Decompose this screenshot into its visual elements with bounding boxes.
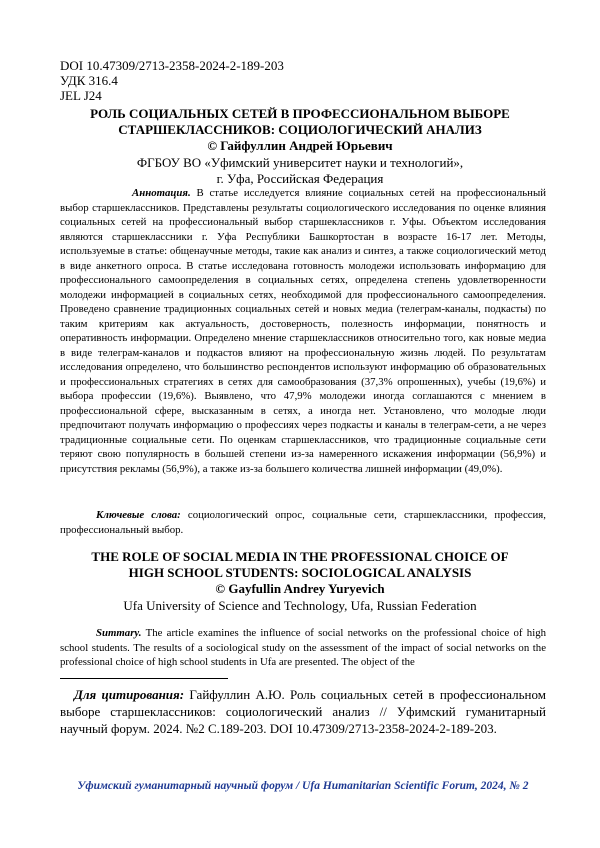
ru-title-line2: СТАРШЕКЛАССНИКОВ: СОЦИОЛОГИЧЕСКИЙ АНАЛИЗ bbox=[118, 122, 482, 137]
doi-line: DOI 10.47309/2713-2358-2024-2-189-203 bbox=[60, 58, 284, 73]
en-title-line2: HIGH SCHOOL STUDENTS: SOCIOLOGICAL ANALYSIS bbox=[128, 565, 472, 580]
en-affiliation: Ufa University of Science and Technology, Ufa, Russian Federation bbox=[123, 598, 477, 613]
ru-affiliation-line2: г. Уфа, Российская Федерация bbox=[216, 171, 384, 186]
ru-abstract bbox=[60, 186, 546, 476]
udk-line: УДК 316.4 bbox=[60, 73, 118, 88]
jel-line: JEL J24 bbox=[60, 88, 102, 103]
citation-label: Для цитирования: bbox=[74, 687, 185, 702]
journal-footer: Уфимский гуманитарный научный форум / Ufa Humanitarian Scientific Forum, 2024, № 2 bbox=[77, 780, 529, 792]
abstract-label: Аннотация. bbox=[132, 187, 191, 199]
keywords-text: социологический опрос, социальные сети, старшеклассники, профессия, профессиональный выбор. bbox=[60, 509, 546, 536]
ru-title-line1: РОЛЬ СОЦИАЛЬНЫХ СЕТЕЙ В ПРОФЕССИОНАЛЬНОМ ВЫБОРЕ bbox=[90, 106, 510, 121]
abstract-text: В статье исследуется влияние социальных сетей на профессиональный выбор старшеклассников. Представлены результаты социологического исследования по оценке влияния социальных сетей на профессиональный выбор старшеклассников г. Уфы. Объектом исследования являются старшеклассники г. Уфа Республики Башкортостан в возрасте 16-17 лет. Методы, используемые в статье: общенаучные методы, такие как анализ и синтез, а также социологический метод в виде анкетного опроса. В статье исследована готовность молодежи использовать информацию для профессионального самоопределения в социальных сетях, определена степень удовлетворенности молодежи информацией в социальных сетях, необходимой для профессионального самоопределения. Проведено сравнение традиционных социальных сетей и новых медиа (телеграм-каналы, подкасты) по таким критериям как актуальность, достоверность, полезность информации, понятность и оперативность информации. Определено мнение старшеклассников относительно того, как новые медиа в виде телеграм-каналов и подкастов влияют на профессиональную жизнь людей. По результатам исследования определено, что большинство респондентов используют информацию об образовательных и профессиональных стратегиях в сетях для самообразования (37,3% опрошенных), учебы (19,6%) и выбора профессии (19,6%). Выявлено, что 47,9% молодежи иногда соглашаются с мнением в профессиональной сфере, высказанным в сетях, а иногда нет. Установлено, что молодые люди предпочитают получать информацию о профессиях через подкасты и каналы в телеграм-сети, а не через традиционные социальные сети. По оценкам старшеклассников, что традиционные социальные сети теряют свою популярность в большей степени из-за намеренного искажения информации (56,9%) и присутствия рекламы (56,9%), а также из-за большего количества лишней информации (49,0%). bbox=[60, 187, 546, 475]
keywords-label: Ключевые слова: bbox=[96, 509, 181, 521]
en-author: © Gayfullin Andrey Yuryevich bbox=[215, 581, 385, 596]
citation-footnote bbox=[60, 686, 546, 737]
en-title-line1: THE ROLE OF SOCIAL MEDIA IN THE PROFESSIONAL CHOICE OF bbox=[91, 549, 509, 564]
citation-text: Гайфуллин А.Ю. Роль социальных сетей в профессиональном выборе старшеклассников: социологический анализ // Уфимский гуманитарный научный форум. 2024. №2 С.189-203. DOI 10.47309/2713-2358-2024-2-189-203. bbox=[60, 687, 546, 736]
ru-affiliation-line1: ФГБОУ ВО «Уфимский университет науки и технологий», bbox=[136, 155, 464, 170]
footnote-divider bbox=[60, 678, 228, 679]
en-summary bbox=[60, 626, 546, 670]
summary-text: The article examines the influence of social networks on the professional choice of high school students. The results of a sociological study on the assessment of the impact of social networks on the professional choice of high school students in Ufa are presented. The object of the bbox=[60, 627, 546, 668]
ru-author: © Гайфуллин Андрей Юрьевич bbox=[207, 138, 393, 153]
ru-keywords bbox=[60, 508, 546, 537]
summary-label: Summary. bbox=[96, 627, 142, 639]
